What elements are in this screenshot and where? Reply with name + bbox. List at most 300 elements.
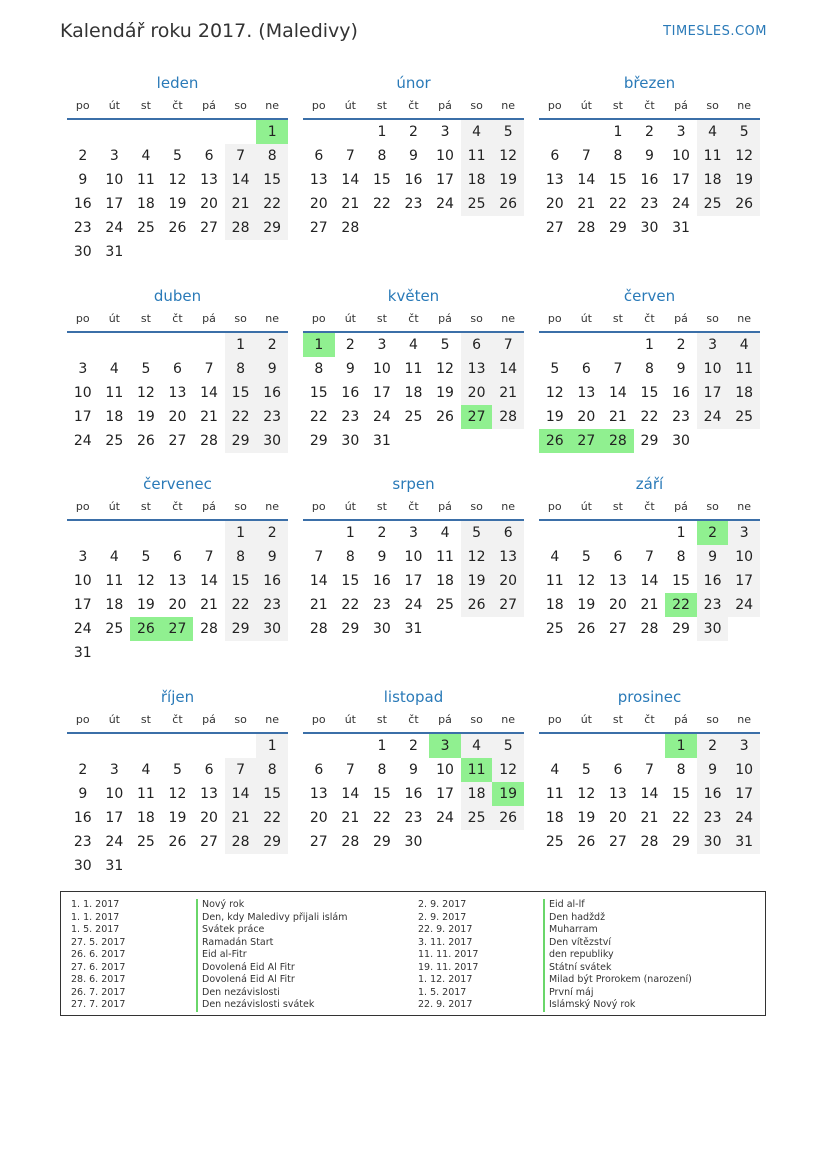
day-cell: 21 [492, 381, 524, 405]
day-cell: 19 [461, 569, 493, 593]
day-cell: 29 [225, 617, 257, 641]
day-cell: 5 [492, 120, 524, 144]
weekday-label: pá [202, 500, 216, 513]
empty-cell [602, 333, 634, 357]
holiday-day: 1 [256, 120, 288, 144]
legend-holiday-name: Nový rok [196, 899, 244, 912]
weekday-label: út [580, 99, 592, 112]
legend-holiday-name: Ramadán Start [196, 937, 273, 950]
day-cell: 17 [728, 569, 760, 593]
weekday-header [67, 495, 288, 521]
weekday-label: út [580, 312, 592, 325]
day-cell: 18 [545, 810, 564, 826]
day-grid [303, 333, 524, 453]
legend-row [61, 912, 765, 925]
day-cell: 30 [256, 617, 288, 641]
day-cell: 26 [168, 834, 187, 850]
day-cell: 18 [105, 409, 124, 425]
day-cell: 21 [200, 597, 218, 613]
day-cell: 8 [225, 545, 257, 569]
day-cell: 10 [436, 762, 454, 778]
legend-holiday-name: Den vítězství [543, 937, 611, 950]
day-cell: 22 [341, 597, 360, 613]
month-září [539, 473, 760, 641]
day-cell: 19 [168, 810, 187, 826]
weekday-label: ne [501, 312, 516, 325]
empty-cell [193, 120, 225, 144]
day-cell: 23 [697, 593, 729, 617]
day-cell: 25 [461, 806, 493, 830]
day-cell: 2 [345, 337, 355, 353]
weekday-label: čt [408, 312, 419, 325]
weekday-label: po [311, 500, 326, 513]
day-cell: 8 [377, 148, 387, 164]
day-cell: 13 [608, 573, 627, 589]
weekday-label: pá [674, 99, 688, 112]
day-cell: 12 [168, 172, 187, 188]
day-cell: 4 [728, 333, 760, 357]
day-cell: 15 [225, 381, 257, 405]
day-cell: 13 [608, 786, 627, 802]
day-cell: 20 [461, 381, 493, 405]
empty-cell [303, 521, 335, 545]
month-říjen [67, 686, 288, 878]
day-cell: 27 [309, 834, 328, 850]
day-cell: 7 [204, 361, 214, 377]
day-cell: 4 [461, 734, 493, 758]
day-cell: 19 [136, 597, 155, 613]
day-cell: 13 [200, 786, 218, 802]
weekday-label: čt [644, 500, 655, 513]
empty-cell [130, 333, 162, 357]
day-cell: 21 [577, 196, 596, 212]
day-cell: 4 [440, 525, 450, 541]
day-cell: 6 [204, 762, 214, 778]
day-cell: 23 [640, 196, 659, 212]
day-cell: 25 [436, 597, 454, 613]
weekday-label: so [470, 713, 483, 726]
day-cell: 26 [168, 220, 187, 236]
weekday-label: so [706, 500, 719, 513]
weekday-label: pá [674, 500, 688, 513]
legend-row [61, 937, 765, 950]
day-cell: 19 [577, 810, 596, 826]
weekday-label: so [234, 500, 247, 513]
day-cell: 28 [225, 830, 257, 854]
day-cell: 15 [256, 782, 288, 806]
day-cell: 21 [225, 192, 257, 216]
day-cell: 10 [404, 549, 423, 565]
site-brand-link[interactable]: TIMESLES.COM [663, 24, 767, 39]
day-cell: 10 [728, 758, 760, 782]
empty-cell [162, 521, 194, 545]
day-cell: 12 [136, 573, 155, 589]
day-cell: 24 [436, 810, 454, 826]
day-cell: 30 [256, 429, 288, 453]
day-cell: 21 [200, 409, 218, 425]
day-cell: 6 [613, 549, 623, 565]
day-cell: 31 [105, 244, 124, 260]
day-cell: 14 [341, 172, 360, 188]
legend-holiday-name: den republiky [543, 949, 614, 962]
month-červen [539, 285, 760, 453]
weekday-label: čt [172, 99, 183, 112]
day-cell: 8 [345, 549, 355, 565]
day-cell: 28 [640, 834, 659, 850]
day-cell: 10 [697, 357, 729, 381]
weekday-label: čt [172, 500, 183, 513]
day-cell: 4 [141, 148, 151, 164]
day-cell: 10 [436, 148, 454, 164]
day-cell: 28 [309, 621, 328, 637]
day-grid [539, 734, 760, 854]
day-cell: 3 [78, 549, 88, 565]
day-cell: 5 [141, 361, 151, 377]
weekday-label: po [547, 713, 562, 726]
day-cell: 17 [105, 810, 124, 826]
empty-cell [634, 734, 666, 758]
weekday-label: út [580, 713, 592, 726]
weekday-label: po [311, 713, 326, 726]
day-cell: 11 [105, 385, 124, 401]
day-cell: 13 [492, 545, 524, 569]
legend-date: 2. 9. 2017 [418, 899, 467, 910]
day-cell: 9 [345, 361, 355, 377]
day-cell: 15 [672, 573, 690, 589]
day-cell: 14 [200, 573, 218, 589]
day-cell: 18 [461, 168, 493, 192]
empty-cell [571, 120, 603, 144]
day-cell: 9 [78, 786, 88, 802]
day-cell: 10 [372, 361, 391, 377]
day-cell: 23 [73, 220, 92, 236]
weekday-label: ne [501, 99, 516, 112]
day-grid [67, 734, 288, 878]
day-cell: 16 [372, 573, 391, 589]
day-cell: 4 [409, 337, 418, 353]
legend-row [61, 949, 765, 962]
day-cell: 14 [225, 782, 257, 806]
empty-cell [634, 521, 666, 545]
day-cell: 20 [309, 810, 328, 826]
legend-row [61, 899, 765, 912]
day-cell: 21 [341, 810, 360, 826]
day-cell: 21 [225, 806, 257, 830]
empty-cell [193, 521, 225, 545]
empty-cell [571, 333, 603, 357]
day-cell: 21 [640, 597, 659, 613]
weekday-label: st [140, 312, 151, 325]
legend-holiday-name: Islámský Nový rok [543, 999, 635, 1012]
day-cell: 9 [256, 545, 288, 569]
weekday-header [303, 495, 524, 521]
holiday-day: 1 [665, 734, 697, 758]
day-cell: 25 [545, 621, 564, 637]
day-cell: 15 [372, 172, 391, 188]
legend-date: 27. 5. 2017 [71, 936, 126, 948]
day-cell: 5 [173, 148, 182, 164]
day-cell: 11 [728, 357, 760, 381]
day-cell: 3 [440, 124, 450, 140]
day-cell: 30 [73, 858, 92, 874]
weekday-label: pá [674, 713, 688, 726]
day-cell: 17 [73, 597, 92, 613]
day-cell: 6 [461, 333, 493, 357]
day-cell: 16 [73, 810, 92, 826]
day-cell: 9 [645, 148, 654, 164]
day-cell: 25 [545, 834, 564, 850]
day-cell: 7 [492, 333, 524, 357]
day-cell: 29 [372, 834, 391, 850]
holiday-day: 28 [602, 429, 634, 453]
day-cell: 24 [697, 405, 729, 429]
day-cell: 24 [404, 597, 423, 613]
weekday-label: so [470, 500, 483, 513]
day-cell: 1 [377, 738, 387, 754]
empty-cell [99, 521, 131, 545]
day-cell: 5 [141, 549, 151, 565]
weekday-label: po [547, 500, 562, 513]
day-cell: 2 [78, 762, 88, 778]
day-cell: 24 [672, 196, 690, 212]
day-cell: 19 [136, 409, 155, 425]
day-cell: 4 [109, 549, 119, 565]
month-leden [67, 72, 288, 264]
day-cell: 6 [173, 361, 182, 377]
day-cell: 17 [436, 786, 454, 802]
day-cell: 17 [372, 385, 391, 401]
weekday-label: so [234, 312, 247, 325]
day-cell: 6 [314, 148, 324, 164]
day-cell: 26 [728, 192, 760, 216]
day-cell: 30 [672, 433, 690, 449]
empty-cell [225, 734, 257, 758]
day-cell: 3 [109, 762, 119, 778]
empty-cell [99, 333, 131, 357]
legend-holiday-name: Dovolená Eid Al Fitr [196, 974, 295, 987]
day-cell: 11 [545, 786, 564, 802]
weekday-label: ne [501, 500, 516, 513]
day-cell: 12 [545, 385, 564, 401]
holiday-day: 27 [571, 429, 603, 453]
day-cell: 12 [492, 144, 524, 168]
day-cell: 29 [309, 433, 328, 449]
legend-date: 11. 11. 2017 [418, 949, 479, 960]
weekday-label: ne [265, 312, 280, 325]
legend-date: 1. 5. 2017 [418, 986, 467, 998]
month-name: březen [623, 74, 676, 92]
weekday-label: út [344, 99, 356, 112]
day-cell: 5 [492, 734, 524, 758]
weekday-label: st [376, 99, 387, 112]
day-cell: 2 [645, 124, 654, 140]
legend-holiday-name: Státní svátek [543, 962, 611, 975]
day-cell: 29 [672, 834, 690, 850]
weekday-header [539, 708, 760, 734]
weekday-label: čt [408, 713, 419, 726]
day-cell: 28 [640, 621, 659, 637]
legend-date: 28. 6. 2017 [71, 974, 126, 985]
day-cell: 9 [697, 545, 729, 569]
day-cell: 11 [697, 144, 729, 168]
weekday-label: čt [172, 713, 183, 726]
day-cell: 4 [550, 549, 560, 565]
day-grid [303, 734, 524, 854]
day-cell: 21 [640, 810, 659, 826]
day-cell: 27 [492, 593, 524, 617]
legend-holiday-name: Den nezávislosti [196, 987, 280, 1000]
day-cell: 16 [697, 782, 729, 806]
day-cell: 23 [256, 405, 288, 429]
day-cell: 2 [78, 148, 88, 164]
day-cell: 19 [436, 385, 454, 401]
day-cell: 15 [225, 569, 257, 593]
day-cell: 11 [105, 573, 124, 589]
day-cell: 5 [550, 361, 560, 377]
day-cell: 7 [204, 549, 214, 565]
weekday-label: st [612, 500, 623, 513]
day-cell: 22 [225, 405, 257, 429]
legend-holiday-name: Den hadždž [543, 912, 605, 925]
day-cell: 21 [341, 196, 360, 212]
day-cell: 1 [345, 525, 355, 541]
day-cell: 24 [73, 621, 92, 637]
day-cell: 2 [256, 333, 288, 357]
day-cell: 13 [309, 786, 328, 802]
day-cell: 3 [377, 337, 387, 353]
holiday-day: 26 [130, 617, 162, 641]
month-name: červenec [143, 475, 212, 493]
day-cell: 13 [168, 385, 187, 401]
legend-holiday-name: První máj [543, 987, 594, 1000]
day-grid [303, 521, 524, 641]
month-červenec [67, 473, 288, 665]
month-srpen [303, 473, 524, 641]
month-name: prosinec [617, 688, 682, 706]
day-cell: 16 [697, 569, 729, 593]
holiday-day: 2 [697, 521, 729, 545]
day-cell: 20 [200, 196, 218, 212]
holiday-day: 26 [539, 429, 571, 453]
day-cell: 22 [372, 810, 391, 826]
holiday-day: 22 [665, 593, 697, 617]
empty-cell [539, 333, 571, 357]
day-cell: 29 [225, 429, 257, 453]
day-cell: 16 [256, 381, 288, 405]
day-cell: 1 [613, 124, 623, 140]
day-cell: 11 [461, 144, 493, 168]
day-cell: 14 [309, 573, 328, 589]
weekday-header [303, 307, 524, 333]
weekday-label: út [344, 500, 356, 513]
day-cell: 2 [409, 124, 418, 140]
day-cell: 2 [676, 337, 686, 353]
day-cell: 25 [105, 621, 124, 637]
legend-row [61, 987, 765, 1000]
weekday-header [539, 94, 760, 120]
day-cell: 6 [581, 361, 591, 377]
day-cell: 9 [409, 148, 418, 164]
empty-cell [67, 734, 99, 758]
weekday-label: pá [202, 312, 216, 325]
day-cell: 29 [256, 216, 288, 240]
day-cell: 17 [436, 172, 454, 188]
day-cell: 8 [377, 762, 387, 778]
month-květen [303, 285, 524, 453]
day-cell: 8 [613, 148, 623, 164]
empty-cell [193, 734, 225, 758]
weekday-label: st [140, 99, 151, 112]
weekday-label: po [547, 312, 562, 325]
day-cell: 1 [377, 124, 387, 140]
month-prosinec [539, 686, 760, 854]
month-name: říjen [160, 688, 195, 706]
empty-cell [303, 120, 335, 144]
weekday-label: po [75, 99, 90, 112]
weekday-label: po [75, 500, 90, 513]
holiday-day: 11 [461, 758, 493, 782]
empty-cell [335, 120, 367, 144]
weekday-label: st [612, 713, 623, 726]
day-cell: 4 [697, 120, 729, 144]
page-title: Kalendář roku 2017. (Maledivy) [60, 20, 358, 42]
day-cell: 11 [136, 172, 155, 188]
day-cell: 15 [372, 786, 391, 802]
day-cell: 6 [314, 762, 324, 778]
day-cell: 23 [404, 196, 423, 212]
legend-holiday-name: Den nezávislosti svátek [196, 999, 314, 1012]
day-cell: 5 [581, 549, 591, 565]
month-březen [539, 72, 760, 240]
day-cell: 9 [697, 758, 729, 782]
weekday-label: ne [737, 312, 752, 325]
weekday-label: po [311, 99, 326, 112]
day-cell: 14 [640, 786, 659, 802]
day-cell: 6 [492, 521, 524, 545]
day-cell: 30 [697, 830, 729, 854]
day-cell: 12 [461, 545, 493, 569]
day-cell: 30 [372, 621, 391, 637]
weekday-label: so [470, 312, 483, 325]
day-cell: 2 [377, 525, 387, 541]
day-cell: 26 [461, 593, 493, 617]
empty-cell [539, 734, 571, 758]
day-cell: 7 [225, 144, 257, 168]
day-cell: 10 [73, 573, 92, 589]
weekday-label: so [234, 99, 247, 112]
day-cell: 31 [105, 858, 124, 874]
day-cell: 4 [109, 361, 119, 377]
day-cell: 21 [309, 597, 328, 613]
day-cell: 1 [645, 337, 654, 353]
day-cell: 31 [728, 830, 760, 854]
day-cell: 14 [640, 573, 659, 589]
day-cell: 30 [73, 244, 92, 260]
weekday-header [303, 708, 524, 734]
day-cell: 7 [613, 361, 623, 377]
day-cell: 25 [728, 405, 760, 429]
day-cell: 8 [256, 758, 288, 782]
legend-date: 26. 6. 2017 [71, 949, 126, 960]
day-cell: 14 [492, 357, 524, 381]
day-cell: 25 [136, 220, 155, 236]
legend-date: 26. 7. 2017 [71, 986, 126, 998]
day-cell: 8 [256, 144, 288, 168]
day-cell: 15 [309, 385, 328, 401]
day-cell: 23 [372, 597, 391, 613]
day-cell: 10 [672, 148, 690, 164]
day-cell: 9 [409, 762, 418, 778]
